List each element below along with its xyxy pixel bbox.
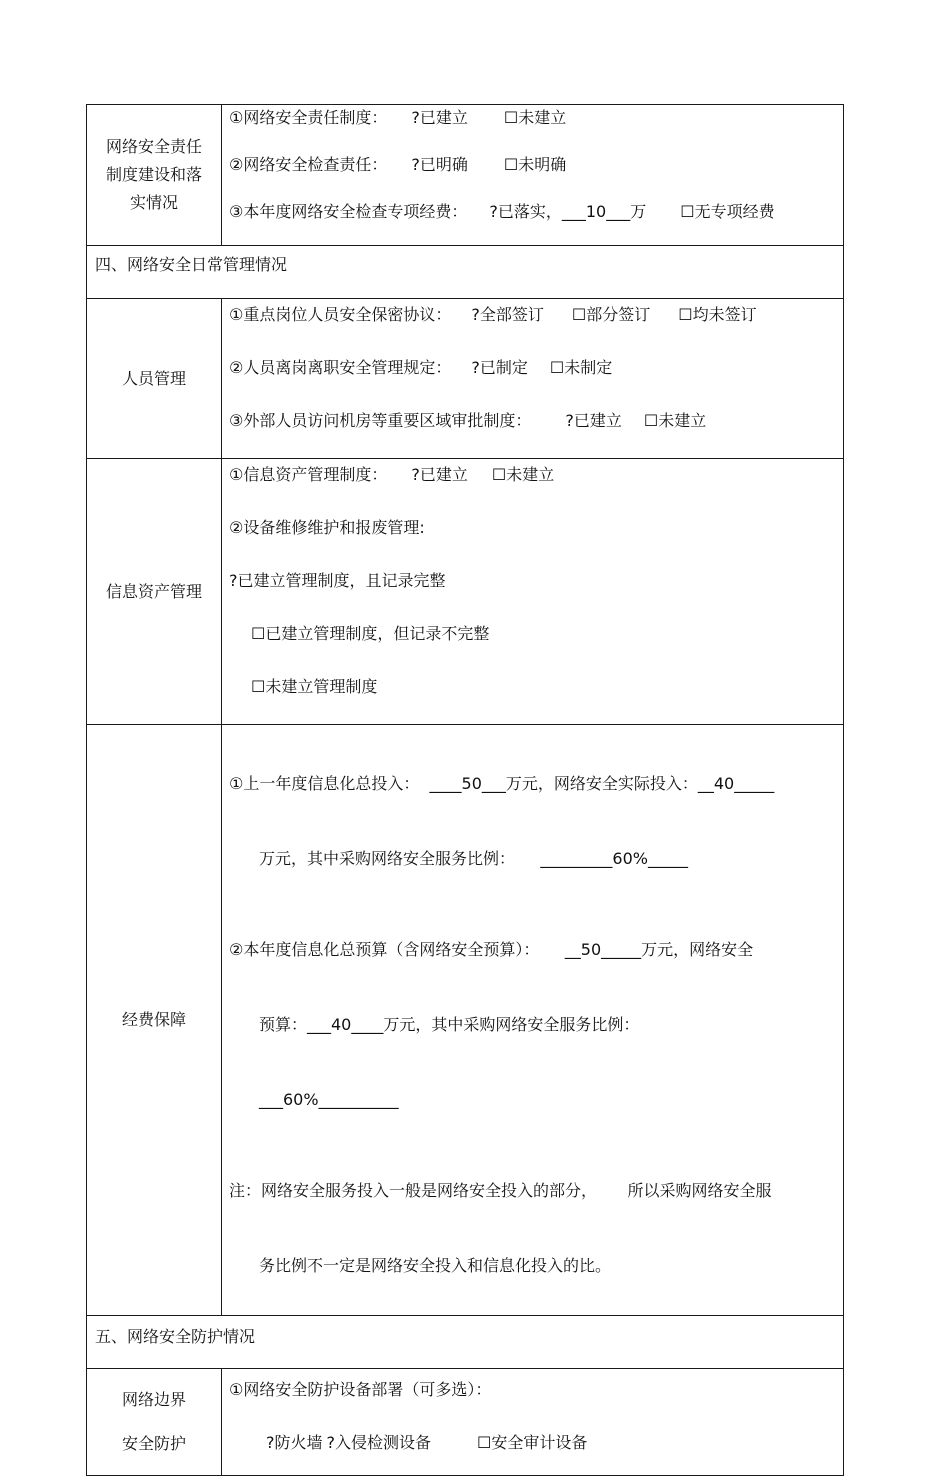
- assets-item-2: ②设备维修维护和报废管理:: [229, 518, 425, 537]
- section4-row: [87, 246, 844, 299]
- responsibility-item-2-opt2[interactable]: ☐未明确: [503, 155, 567, 174]
- responsibility-item-3-prefix: ③本年度网络安全检查专项经费：: [229, 202, 468, 221]
- funding-label: 经费保障: [121, 1010, 186, 1029]
- responsibility-item-3-opt1[interactable]: ?已落实，___10___万: [489, 202, 647, 221]
- boundary-label-line-2: 安全防护: [121, 1434, 186, 1453]
- boundary-opt-firewall[interactable]: ?防火墙: [266, 1433, 323, 1452]
- personnel-item-1-opt3[interactable]: ☐均未签订: [678, 305, 757, 324]
- personnel-item-3-opt2[interactable]: ☐未建立: [643, 411, 707, 430]
- boundary-label-line-1: 网络边界: [121, 1390, 186, 1409]
- assets-item-1-opt2[interactable]: ☐未建立: [491, 465, 555, 484]
- assets-option-a[interactable]: ?已建立管理制度，且记录完整: [229, 571, 446, 590]
- personnel-content-cell: [222, 299, 844, 459]
- personnel-item-2: [229, 357, 843, 379]
- personnel-label: 人员管理: [121, 368, 186, 388]
- personnel-item-2-prefix: ②人员离岗离职安全管理规定：: [229, 358, 452, 377]
- responsibility-row: [87, 105, 844, 246]
- assets-item-1: [229, 464, 843, 486]
- responsibility-item-3-opt2[interactable]: ☐无专项经费: [680, 202, 775, 221]
- personnel-item-1-opt2[interactable]: ☐部分签订: [571, 305, 651, 324]
- funding-item-2-line-3: ___60%__________: [259, 1090, 399, 1109]
- personnel-label-cell: [87, 299, 222, 459]
- funding-label-cell: [87, 725, 222, 1316]
- boundary-opt-ids[interactable]: ?入侵检测设备: [326, 1433, 431, 1452]
- section5-row: [87, 1316, 844, 1369]
- responsibility-item-1: [229, 107, 843, 129]
- funding-content-cell: [222, 725, 844, 1316]
- personnel-item-2-opt1[interactable]: ?已制定: [471, 358, 528, 377]
- security-report-table: [86, 104, 844, 1476]
- personnel-item-1: [229, 304, 843, 326]
- responsibility-content-cell: [222, 105, 844, 246]
- section4-cell: [87, 246, 844, 299]
- boundary-options: [229, 1432, 843, 1454]
- personnel-item-3-prefix: ③外部人员访问机房等重要区域审批制度：: [229, 411, 532, 430]
- funding-item-2-line-2: 预算：___40____万元，其中采购网络安全服务比例：: [259, 1015, 640, 1034]
- responsibility-item-1-opt2[interactable]: ☐未建立: [503, 108, 567, 127]
- section4-title: 四、网络安全日常管理情况: [95, 255, 288, 274]
- boundary-row: [87, 1369, 844, 1476]
- personnel-row: [87, 299, 844, 459]
- assets-row: [87, 459, 844, 725]
- personnel-item-2-opt2[interactable]: ☐未制定: [549, 358, 613, 377]
- responsibility-item-1-prefix: ①网络安全责任制度：: [229, 108, 388, 127]
- funding-row: [87, 725, 844, 1316]
- section5-cell: [87, 1316, 844, 1369]
- boundary-label-cell: [87, 1369, 222, 1476]
- funding-item-1-line-2: 万元，其中采购网络安全服务比例： _________60%_____: [259, 849, 688, 868]
- personnel-item-1-opt1[interactable]: ?全部签订: [471, 305, 544, 324]
- assets-item-1-opt1[interactable]: ?已建立: [411, 465, 468, 484]
- section5-title: 五、网络安全防护情况: [95, 1327, 256, 1346]
- assets-content-cell: [222, 459, 844, 725]
- funding-note-line-1: 注：网络安全服务投入一般是网络安全投入的部分， 所以采购网络安全服: [229, 1181, 772, 1200]
- responsibility-item-1-opt1[interactable]: ?已建立: [411, 108, 468, 127]
- responsibility-label-line-1: 网络安全责任: [105, 137, 202, 156]
- responsibility-item-2-opt1[interactable]: ?已明确: [411, 155, 468, 174]
- funding-item-1-line-1: ①上一年度信息化总投入： ____50___万元，网络安全实际投入：__40_____: [229, 774, 775, 793]
- assets-label: 信息资产管理: [105, 581, 202, 601]
- assets-option-c[interactable]: ☐未建立管理制度: [251, 677, 378, 696]
- assets-option-b[interactable]: ☐已建立管理制度，但记录不完整: [251, 624, 490, 643]
- responsibility-label-cell: [87, 105, 222, 246]
- personnel-item-3-opt1[interactable]: ?已建立: [565, 411, 622, 430]
- boundary-content-cell: [222, 1369, 844, 1476]
- responsibility-label-line-3: 实情况: [129, 193, 178, 212]
- responsibility-label-line-2: 制度建设和落: [105, 165, 202, 184]
- assets-label-cell: [87, 459, 222, 725]
- assets-item-1-prefix: ①信息资产管理制度：: [229, 465, 388, 484]
- funding-note-line-2: 务比例不一定是网络安全投入和信息化投入的比。: [259, 1256, 612, 1275]
- responsibility-item-3: [229, 201, 843, 223]
- boundary-opt-audit[interactable]: ☐安全审计设备: [477, 1433, 588, 1452]
- personnel-item-3: [229, 410, 843, 432]
- personnel-item-1-prefix: ①重点岗位人员安全保密协议：: [229, 305, 452, 324]
- funding-item-2-line-1: ②本年度信息化总预算（含网络安全预算）： __50_____万元，网络安全: [229, 940, 754, 959]
- boundary-item-1: ①网络安全防护设备部署（可多选）：: [229, 1380, 492, 1399]
- responsibility-item-2: [229, 154, 843, 176]
- responsibility-item-2-prefix: ②网络安全检查责任：: [229, 155, 388, 174]
